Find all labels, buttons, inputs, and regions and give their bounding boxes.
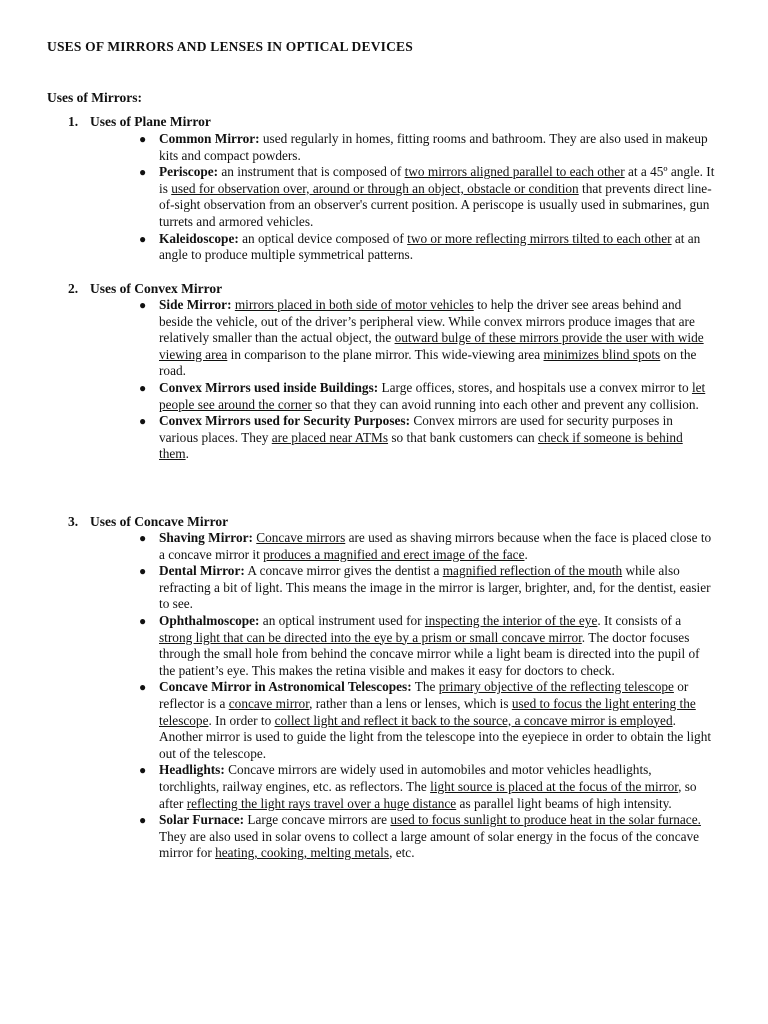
underlined-phrase: two or more reflecting mirrors tilted to each other — [407, 230, 672, 246]
bullet-item — [0, 231, 715, 264]
bullet-item — [0, 679, 715, 762]
item-text: in comparison to the plane mirror. This wide-viewing area — [227, 346, 544, 362]
item-text: to help the driver see areas behind and beside the vehicle, out of the driver’s peripheral view. While convex mirrors produce images that are relatively smaller than the actual object, the — [159, 297, 695, 346]
item-text: . In order to — [208, 712, 275, 728]
bullet-dot-icon: ● — [139, 298, 147, 312]
underlined-phrase: used to focus the light entering the telescope — [159, 695, 696, 728]
underlined-phrase: magnified reflection of the mouth — [442, 563, 623, 579]
item-term: Convex Mirrors used for Security Purposes: — [159, 413, 411, 429]
item-text: Large offices, stores, and hospitals use a convex mirror to — [378, 379, 692, 395]
underlined-phrase: strong light that can be directed into the eye by a prism or small concave mirror — [159, 629, 582, 645]
bullet-dot-icon: ● — [139, 680, 147, 695]
underlined-phrase: heating, cooking, melting metals — [215, 845, 390, 861]
item-text: that prevents direct line-of-sight observation from an observer's current position. A periscope is usually used in submarines, gun turrets and armored vehicles. — [159, 180, 712, 229]
underlined-phrase: mirrors placed in both side of motor vehicles — [234, 297, 474, 312]
underlined-phrase: two mirrors aligned parallel to each other — [404, 164, 625, 180]
bullet-dot-icon: ● — [139, 414, 147, 429]
item-text: , so after — [159, 778, 697, 811]
item-text: at a 45º angle. It is — [159, 164, 715, 196]
underlined-phrase: minimizes blind spots — [543, 346, 661, 362]
underlined-phrase: light source is placed at the focus of the mirror — [430, 778, 679, 794]
underlined-phrase: concave mirror — [228, 695, 310, 711]
item-text: an optical device composed of — [238, 230, 408, 246]
bullet-item — [0, 530, 715, 563]
bullet-dot-icon: ● — [139, 531, 147, 545]
underlined-phrase: used to focus sunlight to produce heat in the solar furnace. — [390, 812, 701, 828]
item-text: so that they can avoid running into each other and prevent any collision. — [311, 396, 699, 412]
item-term: Convex Mirrors used inside Buildings: — [159, 379, 379, 395]
bullet-item — [0, 380, 715, 413]
bullet-item — [0, 131, 715, 164]
bullet-item — [0, 297, 715, 380]
item-text: Concave mirrors are widely used in automobiles and motor vehicles headlights, torchlights, railway engines, etc. as reflectors. The — [159, 762, 652, 794]
bullet-list — [0, 530, 768, 862]
item-text: The — [411, 679, 439, 695]
underlined-phrase: reflecting the light rays travel over a huge distance — [186, 795, 457, 811]
item-text: . — [185, 446, 189, 462]
bullet-dot-icon: ● — [139, 165, 147, 180]
underlined-phrase: used for observation over, around or through an object, obstacle or condition — [171, 180, 579, 196]
bullet-dot-icon: ● — [139, 564, 147, 579]
item-text: . — [524, 546, 528, 562]
item-text: so that bank customers can — [388, 429, 538, 445]
bullet-item — [0, 613, 715, 679]
item-text: as parallel light beams of high intensity. — [456, 795, 672, 811]
item-text: an instrument that is composed of — [218, 164, 405, 180]
underlined-phrase: inspecting the interior of the eye — [424, 612, 598, 628]
underlined-phrase: produces a magnified and erect image of the face — [263, 546, 525, 562]
item-text: , rather than a lens or lenses, which is — [309, 695, 512, 711]
item-term: Ophthalmoscope: — [159, 612, 260, 628]
bullet-item — [0, 563, 715, 613]
document-title: USES OF MIRRORS AND LENSES IN OPTICAL DEVICES — [47, 39, 413, 54]
bullet-item — [0, 413, 715, 463]
item-text: at an angle to produce multiple symmetrical patterns. — [159, 230, 701, 263]
item-term: Kaleidoscope: — [159, 230, 239, 246]
item-term: Side Mirror: — [159, 297, 232, 312]
item-term: Headlights: — [159, 762, 225, 778]
bullet-dot-icon: ● — [139, 613, 147, 628]
item-text: an optical instrument used for — [259, 612, 425, 628]
item-term: Periscope: — [159, 164, 219, 180]
item-text: Large concave mirrors are — [244, 812, 391, 828]
section-number: 3. — [68, 514, 79, 529]
item-text: on the road. — [159, 346, 697, 379]
underlined-phrase: Concave mirrors — [256, 530, 346, 545]
bullet-list — [0, 297, 768, 463]
bullet-list — [0, 131, 768, 264]
section-heading — [68, 281, 222, 297]
item-term: Shaving Mirror: — [159, 530, 253, 545]
item-text: are used as shaving mirrors because when the face is placed close to a concave mirror it — [159, 530, 712, 562]
item-text: A concave mirror gives the dentist a — [244, 563, 443, 579]
subtitle-uses-of-mirrors: Uses of Mirrors: — [47, 90, 142, 105]
section-heading-text: Uses of Plane Mirror — [90, 114, 211, 129]
bullet-item — [0, 762, 715, 812]
item-text: Convex mirrors are used for security purposes in various places. They — [159, 413, 673, 445]
underlined-phrase: let people see around the corner — [159, 379, 706, 412]
bullet-item — [0, 812, 715, 862]
bullet-dot-icon: ● — [139, 763, 147, 778]
bullet-item — [0, 164, 715, 230]
underlined-phrase: primary objective of the reflecting telescope — [438, 679, 674, 695]
item-text: or reflector is a — [159, 679, 689, 711]
item-term: Common Mirror: — [159, 131, 260, 146]
item-text: They are also used in solar ovens to collect a large amount of solar energy in the focus of the concave mirror for — [159, 828, 700, 861]
item-text: . Another mirror is used to guide the light from the telescope into the eyepiece in order to obtain the light out of the telescope. — [159, 712, 712, 761]
section-heading — [68, 514, 228, 530]
item-text: . It consists of a — [597, 612, 682, 628]
section-heading-text: Uses of Convex Mirror — [90, 281, 223, 296]
item-text: , etc. — [389, 845, 415, 861]
section-heading-text: Uses of Concave Mirror — [90, 514, 229, 529]
bullet-dot-icon: ● — [139, 813, 147, 828]
item-text: used regularly in homes, fitting rooms and bathroom. They are also used in makeup kits and compact powders. — [159, 131, 708, 163]
item-term: Concave Mirror in Astronomical Telescopes: — [159, 679, 412, 695]
section-heading — [68, 114, 211, 130]
underlined-phrase: collect light and reflect it back to the source, a concave mirror is employed — [274, 712, 673, 728]
underlined-phrase: outward bulge of these mirrors provide the user with wide viewing area — [159, 330, 704, 362]
section-number: 2. — [68, 281, 79, 296]
section-number: 1. — [68, 114, 79, 129]
bullet-dot-icon: ● — [139, 380, 147, 395]
underlined-phrase: check if someone is behind them — [159, 429, 683, 462]
item-text: while also refracting a bit of light. This means the image in the mirror is larger, brighter, and, for the dentist, easier to see. — [159, 563, 711, 612]
item-term: Dental Mirror: — [159, 563, 245, 579]
underlined-phrase: are placed near ATMs — [271, 429, 389, 445]
item-term: Solar Furnace: — [159, 812, 245, 828]
item-text: . The doctor focuses through the small hole from behind the concave mirror while a light beam is directed into the pupil of the patient’s eye. This makes the retina visible and makes it easy for doctors to check. — [159, 629, 700, 678]
bullet-dot-icon: ● — [139, 231, 147, 246]
bullet-dot-icon: ● — [139, 132, 147, 146]
